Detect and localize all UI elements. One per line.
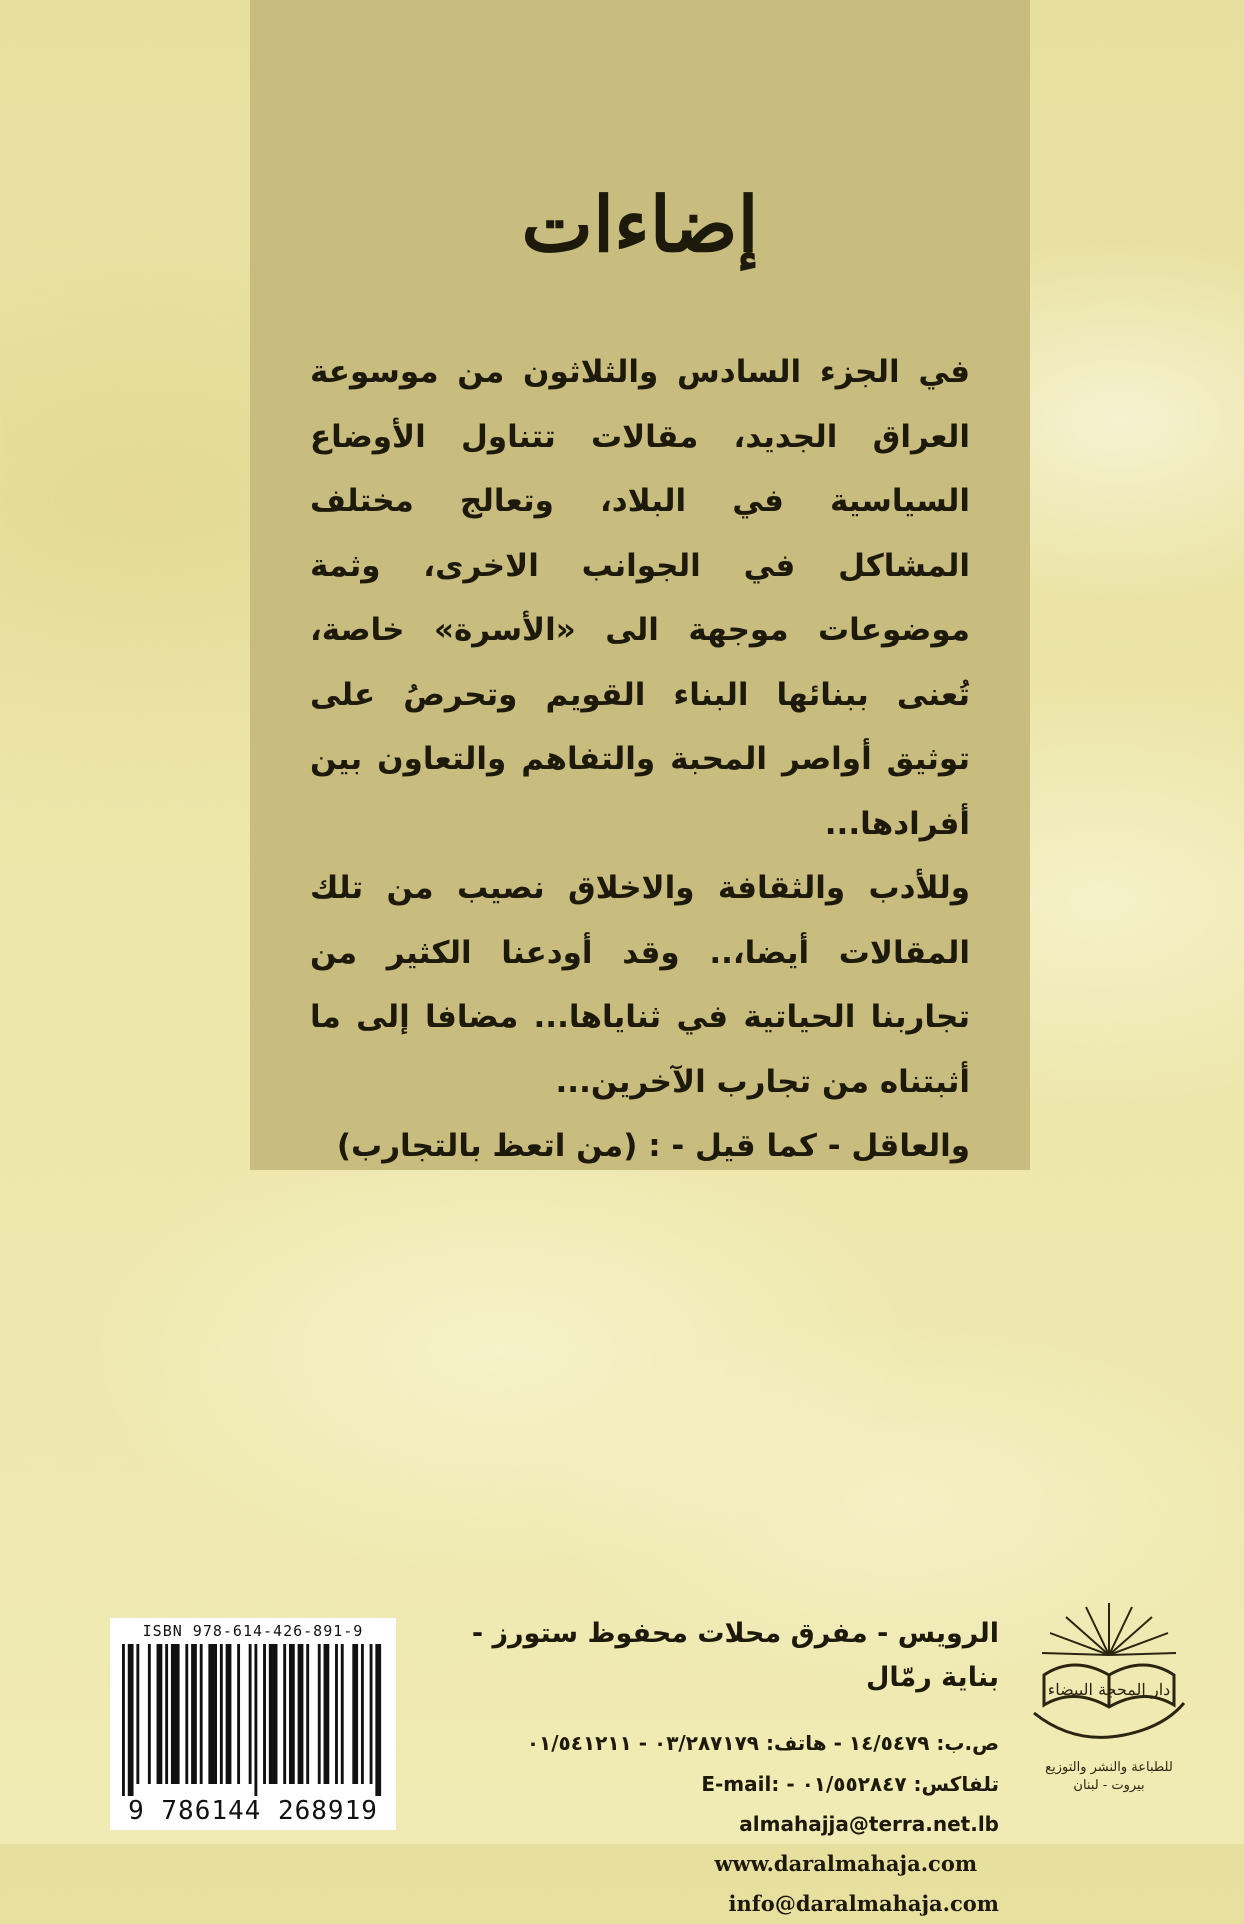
barcode-bar	[254, 1644, 257, 1796]
barcode-bar	[208, 1644, 217, 1784]
publisher-contact	[439, 1612, 999, 1924]
barcode-bar	[375, 1644, 381, 1796]
blurb-paragraph-1: في الجزء السادس والثلاثون من موسوعة العراق الجديد، مقالات تتناول الأوضاع السياسية في البلاد، وتعالج مختلف المشاكل في الجوانب الاخرى، وثمة موضوعات موجهة الى «الأسرة» خاصة، تُعنى ببنائها البناء القويم وتحرصُ على توثيق أواصر المحبة والتفاهم والتعاون بين أفرادها...	[310, 354, 970, 842]
publisher-web-row	[439, 1844, 999, 1924]
barcode-bar	[191, 1644, 197, 1784]
barcode-bar	[324, 1644, 330, 1784]
fax-label: تلفاكس:	[913, 1772, 999, 1796]
barcode-bar	[318, 1644, 321, 1784]
barcode-bar	[165, 1644, 168, 1784]
barcode-bar	[220, 1644, 223, 1784]
barcode-bar	[200, 1644, 203, 1784]
barcode-bar	[122, 1644, 125, 1796]
publisher-logo-name: دار المحجة البيضاء	[1047, 1680, 1171, 1699]
barcode-bar	[148, 1644, 151, 1784]
publisher-website: www.daralmahaja.com	[714, 1851, 978, 1876]
blurb-paragraph-2: وللأدب والثقافة والاخلاق نصيب من تلك المقالات أيضا،.. وقد أودعنا الكثير من تجاربنا الحياتية في ثناياها... مضافا إلى ما أثبتناه من تجارب الآخرين...	[310, 870, 970, 1100]
barcode-bar	[171, 1644, 180, 1784]
blurb-text	[310, 340, 970, 1179]
barcode-bar	[298, 1644, 304, 1784]
publisher-email-2: info@daralmahaja.com	[728, 1891, 999, 1916]
barcode-digits: 9 786144 268919	[128, 1796, 378, 1826]
publisher-city: بيروت - لبنان	[1073, 1778, 1145, 1793]
publisher-tagline: للطباعة والنشر والتوزيع	[1045, 1760, 1173, 1775]
barcode-icon	[118, 1644, 388, 1796]
barcode-bar	[352, 1644, 358, 1784]
barcode-bar	[249, 1644, 252, 1784]
barcode-bar	[136, 1644, 139, 1784]
barcode-bar	[157, 1644, 163, 1784]
isbn-label: ISBN 978-614-426-891-9	[142, 1622, 364, 1640]
barcode-bar	[306, 1644, 309, 1784]
fax-number: ٠١/٥٥٢٨٤٧ -	[786, 1772, 907, 1796]
barcode-bar	[237, 1644, 240, 1784]
barcode-bar	[226, 1644, 232, 1784]
blurb-paragraph-3: والعاقل - كما قيل - : (من اتعظ بالتجارب)	[336, 1128, 970, 1164]
barcode-bar	[283, 1644, 286, 1784]
publisher-address: الرويس - مفرق محلات محفوظ ستورز - بناية رمّال	[471, 1618, 999, 1693]
publisher-logo-block	[1014, 1595, 1204, 1815]
barcode-bar	[370, 1644, 373, 1784]
barcode-bar	[263, 1644, 266, 1784]
barcode-bar	[185, 1644, 188, 1784]
barcode-bar	[335, 1644, 338, 1784]
publisher-email: E-mail: almahajja@terra.net.lb	[701, 1772, 999, 1836]
barcode-bar	[269, 1644, 278, 1784]
book-title: إضاءات	[521, 180, 759, 269]
barcode-bar	[361, 1644, 364, 1784]
publisher-phone: ص.ب: ١٤/٥٤٧٩ - هاتف: ٠٣/٢٨٧١٧٩ - ٠١/٥٤١٢١١	[526, 1731, 999, 1755]
open-book-sunburst-icon	[1014, 1595, 1204, 1755]
publisher-fax-row	[439, 1764, 999, 1844]
barcode-bar	[289, 1644, 295, 1784]
isbn-barcode	[110, 1618, 396, 1830]
cover-text-panel	[250, 0, 1030, 1170]
barcode-bar	[341, 1644, 344, 1784]
barcode-bar	[128, 1644, 134, 1796]
